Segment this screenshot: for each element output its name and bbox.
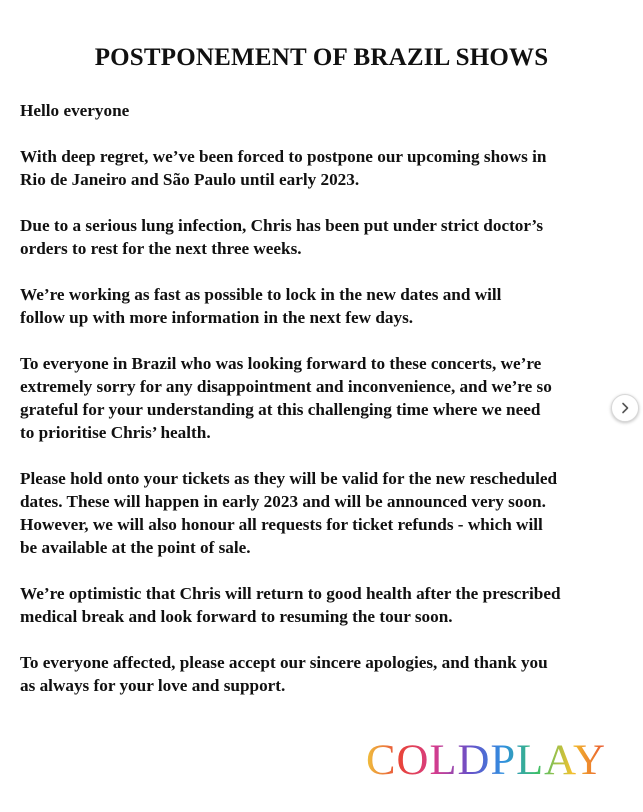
paragraph-line: We’re optimistic that Chris will return to good health after the prescribed (20, 584, 561, 603)
paragraph (20, 99, 643, 122)
paragraph-line: as always for your love and support. (20, 676, 286, 695)
coldplay-logo (366, 733, 616, 783)
paragraph-line: medical break and look forward to resuming the tour soon. (20, 607, 453, 626)
paragraph (20, 214, 643, 260)
paragraph (20, 145, 643, 191)
paragraph-line: be available at the point of sale. (20, 538, 251, 557)
paragraph (20, 582, 643, 628)
paragraph-line: orders to rest for the next three weeks. (20, 239, 302, 258)
paragraph-line: extremely sorry for any disappointment and inconvenience, and we’re so (20, 377, 552, 396)
paragraph-line: to prioritise Chris’ health. (20, 423, 211, 442)
paragraph-line: To everyone in Brazil who was looking forward to these concerts, we’re (20, 354, 542, 373)
paragraph (20, 352, 643, 444)
paragraph-line: follow up with more information in the next few days. (20, 308, 414, 327)
paragraph-line: Please hold onto your tickets as they will be valid for the new rescheduled (20, 469, 558, 488)
paragraph-line: We’re working as fast as possible to lock in the new dates and will (20, 285, 502, 304)
paragraph-line: grateful for your understanding at this challenging time where we need (20, 400, 541, 419)
chevron-right-icon (619, 402, 631, 414)
paragraph-line: Due to a serious lung infection, Chris has been put under strict doctor’s (20, 216, 544, 235)
paragraph (20, 283, 643, 329)
paragraph-line: To everyone affected, please accept our sincere apologies, and thank you (20, 653, 548, 672)
page-title: POSTPONEMENT OF BRAZIL SHOWS (94, 44, 549, 71)
coldplay-wordmark (366, 733, 616, 783)
paragraph-line: dates. These will happen in early 2023 and will be announced very soon. (20, 492, 546, 511)
statement-body (20, 99, 643, 720)
paragraph-line: With deep regret, we’ve been forced to postpone our upcoming shows in (20, 147, 547, 166)
svg-text:COLDPLAY: COLDPLAY (366, 737, 606, 783)
paragraph-line: Rio de Janeiro and São Paulo until early 2023. (20, 170, 360, 189)
paragraph (20, 651, 643, 697)
next-slide-button[interactable] (611, 394, 639, 422)
paragraph-line: Hello everyone (20, 101, 130, 120)
paragraph (20, 467, 643, 559)
paragraph-line: However, we will also honour all requests for ticket refunds - which will (20, 515, 543, 534)
